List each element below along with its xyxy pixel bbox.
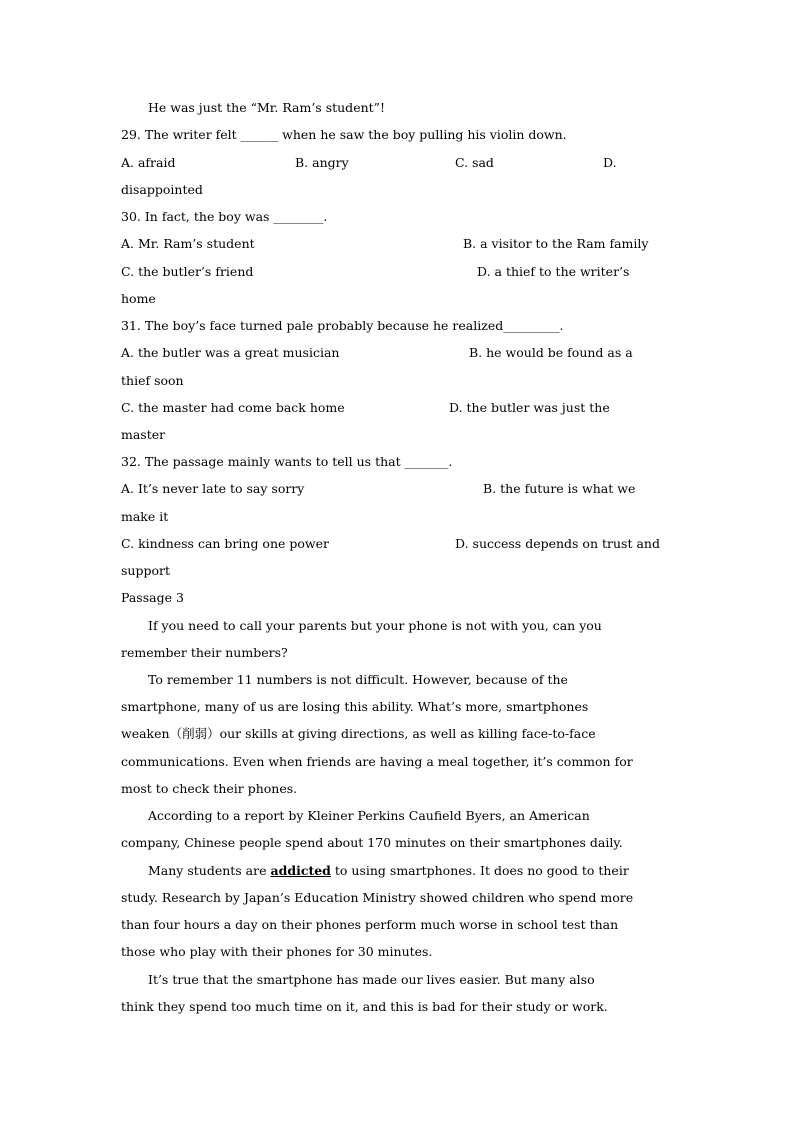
paragraph-line: According to a report by Kleiner Perkins Caufield Byers, an American: [148, 808, 590, 823]
q29-stem: 29. The writer felt ______ when he saw the boy pulling his violin down.: [121, 127, 567, 142]
paragraph-line: It’s true that the smartphone has made our lives easier. But many also: [148, 972, 595, 987]
q32-option-d-cont: support: [121, 563, 170, 578]
q29-option-c: C. sad: [455, 155, 494, 170]
vocabulary-word: addicted: [270, 863, 331, 878]
q32-option-a: A. It’s never late to say sorry: [121, 481, 305, 496]
q30-option-b: B. a visitor to the Ram family: [463, 236, 649, 251]
paragraph-line: most to check their phones.: [121, 781, 298, 796]
q31-option-b-cont: thief soon: [121, 373, 184, 388]
paragraph-line: those who play with their phones for 30 minutes.: [121, 944, 433, 959]
q31-option-c: C. the master had come back home: [121, 400, 345, 415]
q32-option-b: B. the future is what we: [483, 481, 636, 496]
q30-option-a: A. Mr. Ram’s student: [121, 236, 255, 251]
q31-option-d-cont: master: [121, 427, 166, 442]
paragraph-text: to using smartphones. It does no good to their: [330, 863, 629, 878]
q29-option-a: A. afraid: [121, 155, 176, 170]
q31-option-a: A. the butler was a great musician: [121, 345, 340, 360]
paragraph-line: [148, 863, 629, 879]
passage-heading: Passage 3: [121, 590, 184, 605]
q32-stem: 32. The passage mainly wants to tell us that _______.: [121, 454, 453, 469]
q30-option-c: C. the butler’s friend: [121, 264, 254, 279]
paragraph-line: If you need to call your parents but your phone is not with you, can you: [148, 618, 602, 633]
q32-option-b-cont: make it: [121, 509, 169, 524]
paragraph-line: To remember 11 numbers is not difficult. However, because of the: [148, 672, 568, 687]
paragraph-line: company, Chinese people spend about 170 minutes on their smartphones daily.: [121, 835, 623, 850]
q29-option-d-cont: disappointed: [121, 182, 203, 197]
paragraph-line: think they spend too much time on it, and this is bad for their study or work.: [121, 999, 608, 1014]
paragraph-line: than four hours a day on their phones perform much worse in school test than: [121, 917, 619, 932]
q30-option-d: D. a thief to the writer’s: [477, 264, 630, 279]
paragraph-line: smartphone, many of us are losing this ability. What’s more, smartphones: [121, 699, 589, 714]
paragraph-line: communications. Even when friends are having a meal together, it’s common for: [121, 754, 633, 769]
q31-option-d: D. the butler was just the: [449, 400, 610, 415]
q30-stem: 30. In fact, the boy was ________.: [121, 209, 328, 224]
paragraph-text: Many students are: [148, 863, 271, 878]
paragraph-line: weaken（削弱）our skills at giving directions, as well as killing face-to-face: [121, 726, 596, 741]
intro-line: He was just the “Mr. Ram’s student”!: [148, 100, 386, 115]
q31-stem: 31. The boy’s face turned pale probably because he realized_________.: [121, 318, 564, 333]
q29-option-d: D.: [603, 155, 617, 170]
q30-option-d-cont: home: [121, 291, 156, 306]
q32-option-d: D. success depends on trust and: [455, 536, 660, 551]
q29-option-b: B. angry: [295, 155, 349, 170]
q31-option-b: B. he would be found as a: [469, 345, 633, 360]
q32-option-c: C. kindness can bring one power: [121, 536, 329, 551]
paragraph-line: study. Research by Japan’s Education Ministry showed children who spend more: [121, 890, 634, 905]
paragraph-line: remember their numbers?: [121, 645, 288, 660]
